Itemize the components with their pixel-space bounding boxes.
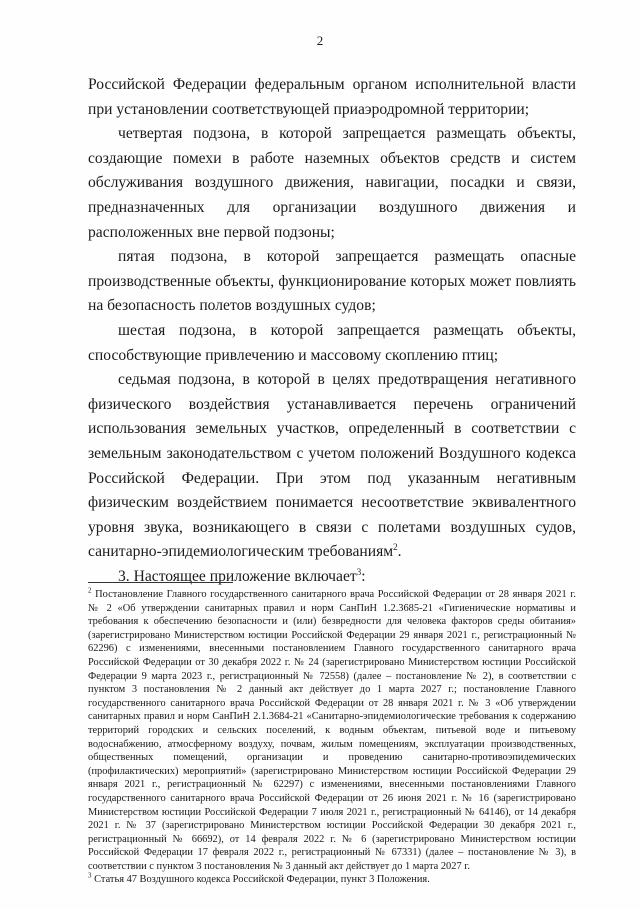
body-text xyxy=(88,73,576,589)
footnote-text: Статья 47 Воздушного кодекса Российской Федерации, пункт 3 Положения. xyxy=(94,874,430,886)
paragraph-text: четвертая подзона, в которой запрещается размещать объекты, создающие помехи в работе наземных объектов средств и систем обслуживания воздушного движения, навигации, посадки и связи, предназначенных для организации воздушного движения и расположенных вне первой подзоны; xyxy=(88,125,576,241)
page-number: 2 xyxy=(316,33,324,48)
footnote-number: 3 xyxy=(88,872,92,880)
paragraph-text: 3. Настоящее приложение включает xyxy=(118,567,357,585)
paragraph-punctuation: : xyxy=(361,567,366,585)
paragraph-text: пятая подзона, в которой запрещается размещать опасные производственные объекты, функционирование которых может повлиять на безопасность полетов воздушных судов; xyxy=(88,248,576,315)
footnote-3 xyxy=(88,873,576,887)
paragraph-subzone-6 xyxy=(88,319,576,368)
footnote-2 xyxy=(88,588,576,873)
footnotes xyxy=(88,588,576,887)
footnote-text: Постановление Главного государственного санитарного врача Российской Федерации от 28 января 2021 г. № 2 «Об утверждении санитарных правил и норм СанПиН 1.2.3685-21 «Гигиенические нормативы и требования к обеспечению безопасности и (или) безвредности для человека факторов среды обитания» (зарегистрировано Министерством юстиции Российской Федерации 29 января 2021 г., регистрационный № 62296) с изменениями, внесенными постановлением Главного государственного санитарного врача Российской Федерации от 30 декабря 2022 г. № 24 (зарегистрировано Министерством юстиции Российской Федерации 9 марта 2023 г., регистрационный № 72558) (далее – постановление № 2), в соответствии с пунктом 3 постановления № 2 данный акт действует до 1 марта 2027 г.; постановление Главного государственного санитарного врача Российской Федерации от 28 января 2021 г. № 3 «Об утверждении санитарных правил и норм СанПиН 2.1.3684-21 «Санитарно-эпидемиологические требования к содержанию территорий городских и сельских поселений, к водным объектам, питьевой воде и питьевому водоснабжению, атмосферному воздуху, почвам, жилым помещениям, эксплуатации производственных, общественных помещений, организации и проведению санитарно-противоэпидемических (профилактических) мероприятий» (зарегистрировано Министерством юстиции Российской Федерации 29 января 2021 г., регистрационный № 62297) с изменениями, внесенными постановлениями Главного государственного санитарного врача Российской Федерации от 26 июня 2021 г. № 16 (зарегистрировано Министерством юстиции Российской Федерации 7 июля 2021 г., регистрационный № 64146), от 14 декабря 2021 г. № 37 (зарегистрировано Министерством юстиции Российской Федерации 30 декабря 2021 г., регистрационный № 66692), от 14 февраля 2022 г. № 6 (зарегистрировано Министерством юстиции Российской Федерации 17 февраля 2022 г., регистрационный № 67331) (далее – постановление № 3), в соответствии с пунктом 3 постановления № 3 данный акт действует до 1 марта 2027 г. xyxy=(88,589,576,872)
footnote-divider xyxy=(88,582,233,583)
footnote-number: 2 xyxy=(88,586,92,595)
footnote-ref: 3 xyxy=(356,566,362,577)
paragraph-text: Российской Федерации федеральным органом исполнительной власти при установлении соответствующей приаэродромной территории; xyxy=(88,76,576,118)
paragraph-text: седьмая подзона, в которой в целях предотвращения негативного физического воздействия устанавливается перечень ограничений использования земельных участков, определенный в соответствии с земельным законодательством с учетом положений Воздушного кодекса Российской Федерации. При этом под указанным негативным физическим воздействием понимается несоответствие эквивалентного уровня звука, возникающего в связи с полетами воздушных судов, санитарно-эпидемиологическим требованиям xyxy=(88,371,576,561)
paragraph-subzone-5 xyxy=(88,245,576,319)
paragraph-punctuation: . xyxy=(397,543,402,561)
paragraph-continuation xyxy=(88,73,576,122)
paragraph-subzone-4 xyxy=(88,122,576,245)
footnote-ref: 2 xyxy=(393,542,398,553)
paragraph-subzone-7 xyxy=(88,368,576,565)
paragraph-item-3 xyxy=(88,565,576,590)
paragraph-text: шестая подзона, в которой запрещается размещать объекты, способствующие привлечению и массовому скоплению птиц; xyxy=(88,321,576,364)
